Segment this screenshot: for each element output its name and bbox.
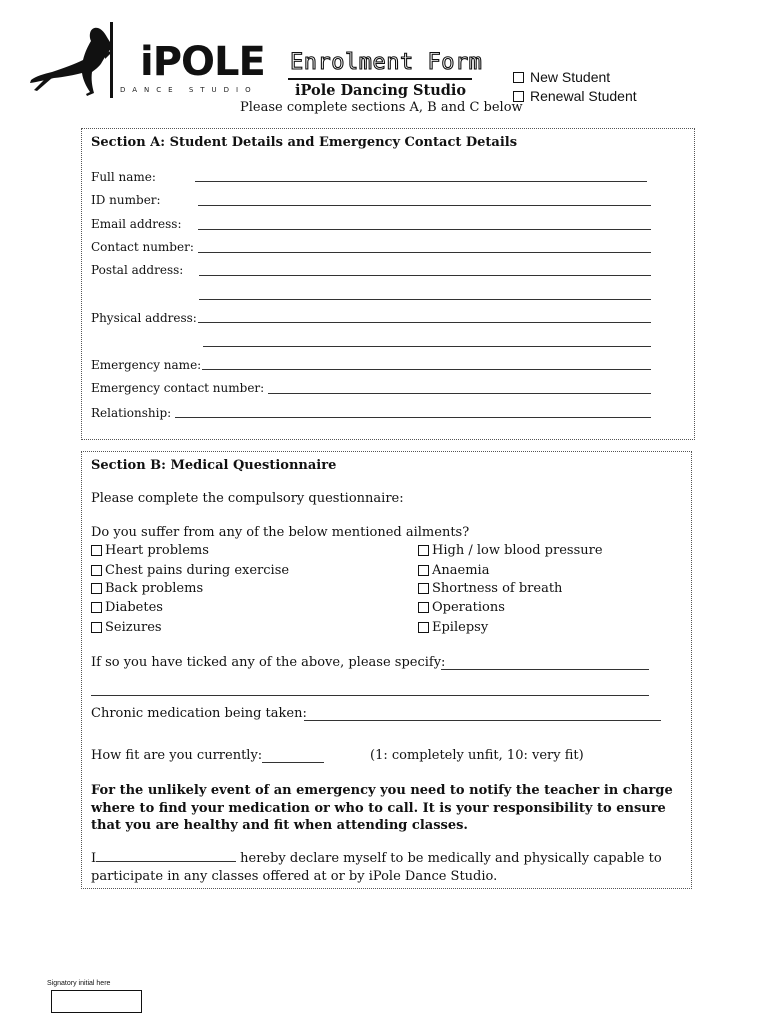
section-b (81, 451, 692, 889)
renewal-student-option[interactable] (513, 87, 637, 106)
declaration-name-field[interactable] (96, 850, 236, 862)
emergency-responsibility-note: For the unlikely event of an emergency you need to notify the teacher in charge where to find your medication or who to call. It is your responsibility to ensure that you are healthy and fit when attending classes. (91, 783, 673, 833)
ailment-label: Anaemia (432, 563, 490, 578)
ailment-checkbox[interactable] (91, 565, 102, 576)
medication-field[interactable] (304, 720, 661, 721)
section-a-heading: Section A: Student Details and Emergency Contact Details (91, 135, 518, 150)
section-a (81, 128, 695, 440)
ailment-option-chest-pains[interactable] (91, 563, 289, 578)
ailment-option-back[interactable] (91, 581, 203, 596)
ailment-label: Seizures (105, 620, 162, 635)
ailment-checkbox[interactable] (418, 545, 429, 556)
declaration-text: hereby declare myself to be medically and physically capable to participate in any classes offered at or by iPole Dance Studio. (91, 851, 662, 884)
ailment-option-epilepsy[interactable] (418, 620, 488, 635)
form-title: Enrolment Form (290, 50, 483, 75)
ailment-checkbox[interactable] (418, 565, 429, 576)
ailment-checkbox[interactable] (91, 602, 102, 613)
contact-number-field[interactable] (198, 252, 651, 253)
id-number-label: ID number: (91, 193, 161, 207)
logo-subtitle: DANCE STUDIO (120, 86, 258, 94)
ailment-label: Epilepsy (432, 620, 489, 635)
renewal-student-label: Renewal Student (530, 88, 637, 104)
logo-wordmark: iPOLE (140, 39, 265, 85)
ailment-option-blood-pressure[interactable] (418, 543, 603, 558)
full-name-label: Full name: (91, 170, 156, 184)
ailment-label: Heart problems (105, 543, 209, 558)
studio-name: iPole Dancing Studio (295, 82, 467, 99)
ailment-checkbox[interactable] (418, 622, 429, 633)
specify-field-line-2[interactable] (91, 695, 649, 696)
medical-declaration (91, 850, 681, 886)
physical-address-field-line-2[interactable] (203, 346, 651, 347)
new-student-checkbox[interactable] (513, 72, 524, 83)
section-b-heading: Section B: Medical Questionnaire (91, 458, 337, 473)
ailment-label: Back problems (105, 581, 204, 596)
contact-number-label: Contact number: (91, 240, 194, 254)
ailment-label: Chest pains during exercise (105, 563, 290, 578)
fitness-field[interactable] (262, 762, 324, 763)
renewal-student-checkbox[interactable] (513, 91, 524, 102)
emergency-contact-field[interactable] (268, 393, 651, 394)
ailment-option-seizures[interactable] (91, 620, 162, 635)
ailment-label: Diabetes (105, 600, 163, 615)
physical-address-field-line-1[interactable] (198, 322, 651, 323)
ailment-checkbox[interactable] (91, 583, 102, 594)
ailment-label: Operations (432, 600, 505, 615)
new-student-label: New Student (530, 69, 611, 85)
signatory-label: Signatory initial here (47, 980, 111, 987)
ailment-option-heart[interactable] (91, 543, 209, 558)
id-number-field[interactable] (198, 205, 651, 206)
ailment-checkbox[interactable] (91, 622, 102, 633)
ailment-option-operations[interactable] (418, 600, 505, 615)
ailment-checkbox[interactable] (91, 545, 102, 556)
full-name-field[interactable] (195, 181, 647, 182)
medication-label: Chronic medication being taken: (91, 706, 307, 721)
fitness-label: How fit are you currently: (91, 748, 263, 763)
email-label: Email address: (91, 217, 182, 231)
student-type-options (513, 68, 637, 106)
new-student-option[interactable] (513, 68, 637, 87)
form-instructions: Please complete sections A, B and C below (240, 100, 523, 115)
postal-address-field-line-2[interactable] (199, 299, 651, 300)
specify-label: If so you have ticked any of the above, please specify: (91, 655, 446, 670)
declaration-prefix: I (91, 851, 97, 866)
physical-address-label: Physical address: (91, 311, 197, 325)
studio-logo (28, 22, 265, 98)
ailments-question: Do you suffer from any of the below mentioned ailments? (91, 525, 470, 540)
ailment-checkbox[interactable] (418, 602, 429, 613)
postal-address-label: Postal address: (91, 263, 184, 277)
emergency-name-label: Emergency name: (91, 358, 202, 372)
ailment-option-anaemia[interactable] (418, 563, 489, 578)
ailment-label: Shortness of breath (432, 581, 563, 596)
ailment-option-diabetes[interactable] (91, 600, 163, 615)
emergency-contact-label: Emergency contact number: (91, 381, 265, 395)
postal-address-field-line-1[interactable] (199, 275, 651, 276)
ailment-label: High / low blood pressure (432, 543, 603, 558)
relationship-field[interactable] (175, 417, 651, 418)
questionnaire-intro: Please complete the compulsory questionnaire: (91, 491, 404, 506)
emergency-name-field[interactable] (202, 369, 651, 370)
ailment-checkbox[interactable] (418, 583, 429, 594)
relationship-label: Relationship: (91, 406, 172, 420)
ailment-option-shortness-of-breath[interactable] (418, 581, 562, 596)
signatory-initial-box[interactable] (51, 990, 142, 1013)
specify-field-line-1[interactable] (441, 669, 649, 670)
title-underline (288, 78, 472, 80)
email-field[interactable] (198, 229, 651, 230)
fitness-scale: (1: completely unfit, 10: very fit) (370, 748, 584, 763)
